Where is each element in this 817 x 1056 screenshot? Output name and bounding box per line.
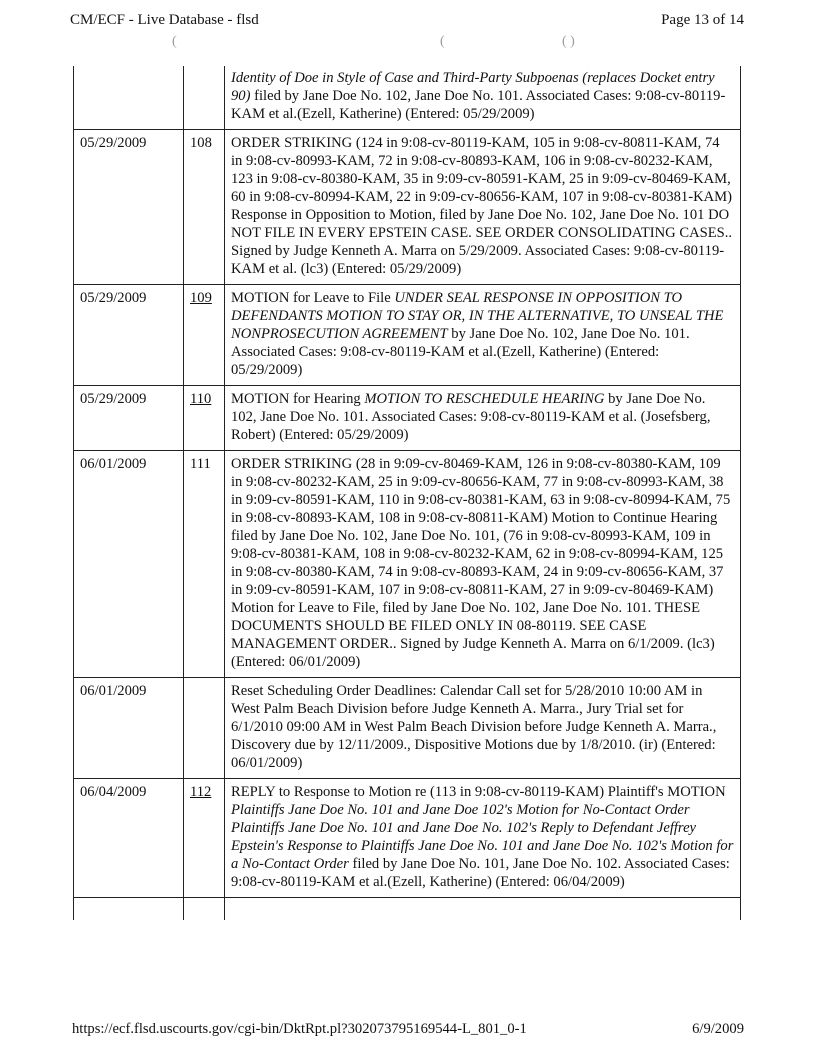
docket-row — [74, 779, 741, 898]
entry-text: REPLY to Response to Motion re (113 in 9:08-cv-80119-KAM) Plaintiff's MOTION — [231, 784, 726, 800]
entry-date: 06/01/2009 — [74, 451, 184, 678]
entry-text: by Jane Doe No. 102, Jane Doe No. 101. Associated Cases: 9:08-cv-80119-KAM et al. (Josefsberg, Robert) (Entered: 05/29/2009) — [231, 391, 711, 443]
header-title: CM/ECF - Live Database - flsd — [70, 12, 259, 28]
entry-title-italic: Identity of Doe in Style of Case and Third-Party Subpoenas (replaces Docket entry 90) — [231, 70, 715, 104]
scan-mark: ( — [172, 34, 177, 49]
footer-url: https://ecf.flsd.uscourts.gov/cgi-bin/DktRpt.pl?302073795169544-L_801_0-1 — [72, 1021, 527, 1037]
entry-description — [225, 678, 741, 779]
docket-row — [74, 678, 741, 779]
docket-row — [74, 898, 741, 921]
entry-description — [225, 66, 741, 130]
entry-title-italic: UNDER SEAL RESPONSE IN OPPOSITION TO DEFENDANTS MOTION TO STAY OR, IN THE ALTERNATIVE, TO UNSEAL THE NONPROSECUTION AGREEMENT — [231, 290, 724, 342]
entry-number[interactable]: 110 — [184, 386, 225, 451]
footer-date: 6/9/2009 — [692, 1021, 744, 1037]
docket-row — [74, 66, 741, 130]
entry-text: by Jane Doe No. 102, Jane Doe No. 101. Associated Cases: 9:08-cv-80119-KAM et al.(Ezell, Katherine) (Entered: 05/29/2009) — [231, 326, 690, 378]
entry-title-italic: Plaintiffs Jane Doe No. 101 and Jane Doe 102's Motion for No-Contact Order Plaintiffs Jane Doe No. 101 and Jane Doe No. 102's Reply to Defendant Jeffrey Epstein's Response to Plaintiffs Jane Doe No. 101 and Jane Doe No. 102's Motion for a No-Contact Order — [231, 802, 734, 872]
scan-mark: ( — [440, 34, 445, 49]
entry-number — [184, 66, 225, 130]
entry-description — [225, 779, 741, 898]
entry-title-italic: MOTION TO RESCHEDULE HEARING — [364, 391, 605, 407]
entry-date: 06/04/2009 — [74, 779, 184, 898]
entry-text: ORDER STRIKING (28 in 9:09-cv-80469-KAM, 126 in 9:08-cv-80380-KAM, 109 in 9:08-cv-80232-KAM, 25 in 9:09-cv-80656-KAM, 77 in 9:08-cv-80993-KAM, 38 in 9:09-cv-80591-KAM, 110 in 9:08-cv-80381-KAM, 63 in 9:08-cv-80994-KAM, 75 in 9:08-cv-80893-KAM, 108 in 9:08-cv-80811-KAM) Motion to Continue Hearing filed by Jane Doe No. 102, Jane Doe No. 101, (76 in 9:08-cv-80993-KAM, 109 in 9:08-cv-80381-KAM, 108 in 9:08-cv-80232-KAM, 62 in 9:08-cv-80994-KAM, 125 in 9:08-cv-80380-KAM, 74 in 9:08-cv-80893-KAM, 24 in 9:09-cv-80656-KAM, 37 in 9:09-cv-80591-KAM, 107 in 9:08-cv-80811-KAM, 27 in 9:09-cv-80469-KAM) Motion for Leave to File, filed by Jane Doe No. 102, Jane Doe No. 101. THESE DOCUMENTS SHOULD BE FILED ONLY IN 08-80119. SEE CASE MANAGEMENT ORDER.. Signed by Judge Kenneth A. Marra on 6/1/2009. (lc3) (Entered: 06/01/2009) — [231, 456, 731, 670]
entry-date: 05/29/2009 — [74, 130, 184, 285]
docket-row — [74, 285, 741, 386]
entry-description — [225, 451, 741, 678]
entry-text: ORDER STRIKING (124 in 9:08-cv-80119-KAM, 105 in 9:08-cv-80811-KAM, 74 in 9:08-cv-80993-KAM, 72 in 9:08-cv-80893-KAM, 106 in 9:08-cv-80232-KAM, 123 in 9:08-cv-80380-KAM, 35 in 9:09-cv-80591-KAM, 25 in 9:09-cv-80469-KAM, 60 in 9:08-cv-80994-KAM, 22 in 9:09-cv-80656-KAM, 107 in 9:08-cv-80381-KAM) Response in Opposition to Motion, filed by Jane Doe No. 102, Jane Doe No. 101 DO NOT FILE IN EVERY EPSTEIN CASE. SEE ORDER CONSOLIDATING CASES.. Signed by Judge Kenneth A. Marra on 5/29/2009. Associated Cases: 9:08-cv-80119-KAM et al. (lc3) (Entered: 05/29/2009) — [231, 135, 733, 277]
scan-mark: ( ) — [562, 34, 575, 49]
entry-text: MOTION for Leave to File — [231, 290, 395, 306]
docket-table — [73, 66, 741, 920]
entry-number[interactable]: 109 — [184, 285, 225, 386]
entry-date: 05/29/2009 — [74, 285, 184, 386]
entry-number[interactable]: 112 — [184, 779, 225, 898]
entry-description — [225, 898, 741, 921]
entry-text: Reset Scheduling Order Deadlines: Calendar Call set for 5/28/2010 10:00 AM in West Palm Beach Division before Judge Kenneth A. Marra., Jury Trial set for 6/1/2010 09:00 AM in West Palm Beach Division before Judge Kenneth A. Marra., Discovery due by 12/11/2009., Dispositive Motions due by 1/8/2010. (ir) (Entered: 06/01/2009) — [231, 683, 717, 771]
entry-number: 108 — [184, 130, 225, 285]
entry-text: filed by Jane Doe No. 101, Jane Doe No. 102. Associated Cases: 9:08-cv-80119-KAM et al.(Ezell, Katherine) (Entered: 06/04/2009) — [231, 856, 730, 890]
entry-number — [184, 898, 225, 921]
entry-number — [184, 678, 225, 779]
entry-date — [74, 66, 184, 130]
entry-text: filed by Jane Doe No. 102, Jane Doe No. 101. Associated Cases: 9:08-cv-80119-KAM et al.(Ezell, Katherine) (Entered: 05/29/2009) — [231, 88, 726, 122]
docket-row — [74, 386, 741, 451]
page-number: Page 13 of 14 — [661, 12, 744, 28]
entry-date — [74, 898, 184, 921]
entry-description — [225, 130, 741, 285]
entry-description — [225, 386, 741, 451]
entry-date: 06/01/2009 — [74, 678, 184, 779]
docket-row — [74, 130, 741, 285]
entry-text: MOTION for Hearing — [231, 391, 365, 407]
entry-description — [225, 285, 741, 386]
docket-row — [74, 451, 741, 678]
entry-date: 05/29/2009 — [74, 386, 184, 451]
entry-number: 111 — [184, 451, 225, 678]
